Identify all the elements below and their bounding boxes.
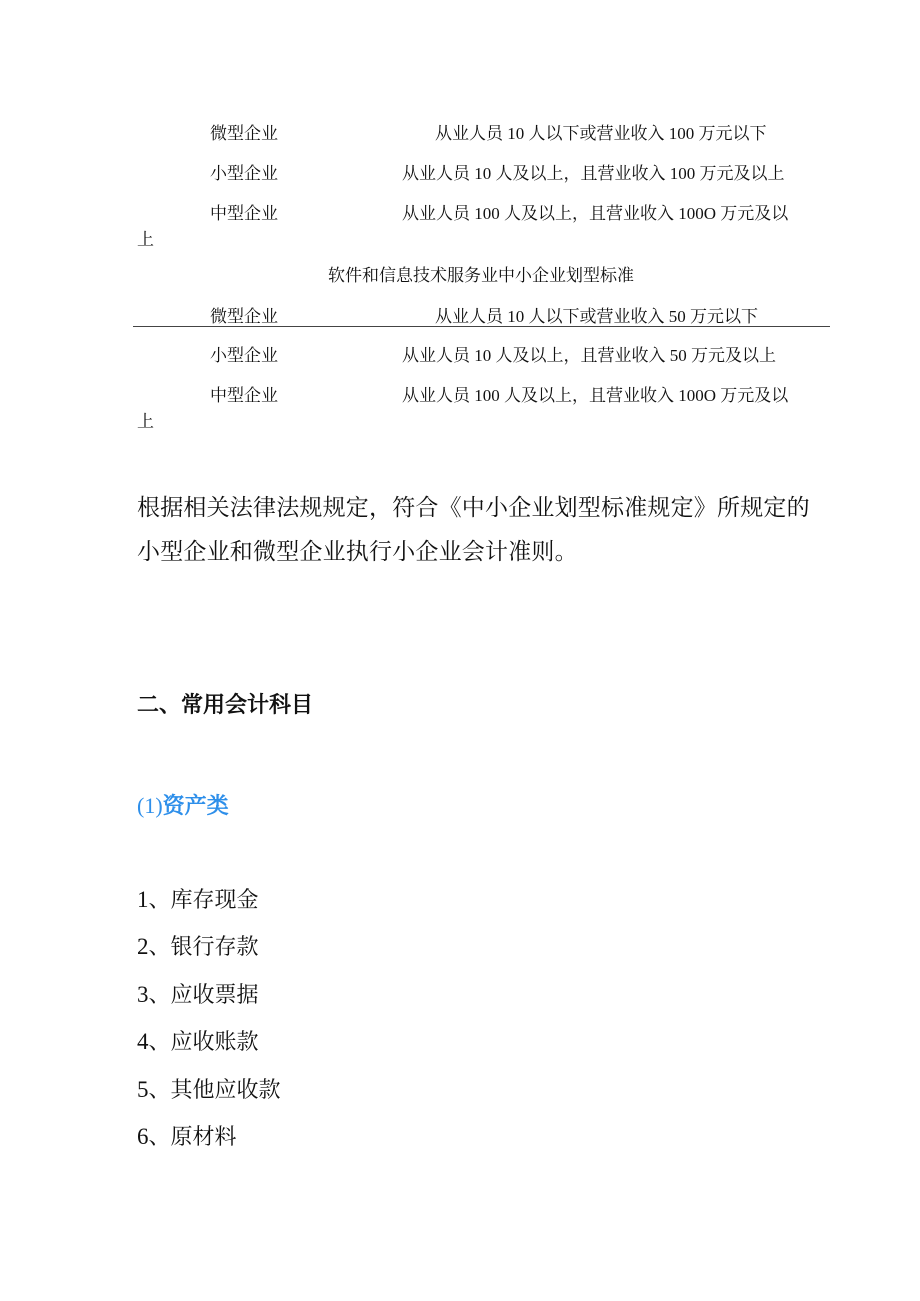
table1-category: 微型企业 (210, 124, 278, 144)
list-item (137, 977, 281, 1024)
table2-row-medium (0, 382, 920, 410)
list-item (137, 1072, 281, 1119)
account-list (137, 882, 281, 1166)
item-number: 3 (137, 981, 149, 1007)
table1-category: 中型企业 (210, 204, 278, 224)
table1-row-medium (0, 200, 920, 228)
table2-criteria: 从业人员 100 人及以上，且营业收入 100O 万元及以 (402, 386, 789, 405)
item-number: 6 (137, 1123, 149, 1149)
body-paragraph (137, 486, 837, 574)
item-name: 应收票据 (170, 982, 259, 1008)
subheading-number: (1) (137, 793, 163, 818)
subheading-text: 资产类 (162, 794, 229, 819)
table2-title: 软件和信息技术服务业中小企业划型标准 (328, 266, 634, 286)
table1-criteria: 从业人员 10 人及以上，且营业收入 100 万元及以上 (402, 164, 785, 183)
table2-criteria: 从业人员 10 人以下或营业收入 50 万元以下 (435, 307, 758, 326)
item-name: 应收账款 (170, 1030, 259, 1056)
list-item (137, 1024, 281, 1071)
table2-category: 中型企业 (210, 386, 278, 406)
table1-criteria: 从业人员 100 人及以上，且营业收入 100O 万元及以 (402, 204, 789, 223)
table-divider (133, 326, 830, 327)
table1-row-micro (0, 120, 920, 148)
item-name: 库存现金 (170, 888, 259, 913)
list-item (137, 929, 281, 976)
item-separator: 、 (148, 1030, 171, 1056)
item-separator: 、 (148, 1077, 171, 1103)
list-item (137, 1119, 281, 1166)
table2-wrap-text: 上 (137, 412, 154, 432)
table2-row-small (0, 342, 920, 370)
table1-row-small (0, 160, 920, 188)
item-name: 其他应收款 (170, 1077, 281, 1103)
item-number: 2 (137, 934, 149, 960)
table1-wrap-text: 上 (137, 230, 154, 250)
item-separator: 、 (148, 888, 171, 913)
item-name: 原材料 (170, 1124, 237, 1150)
table1-criteria: 从业人员 10 人以下或营业收入 100 万元以下 (435, 124, 767, 143)
table2-criteria: 从业人员 10 人及以上，且营业收入 50 万元及以上 (402, 346, 776, 365)
item-number: 4 (137, 1029, 149, 1055)
table1-category: 小型企业 (210, 164, 278, 184)
subheading-assets (137, 788, 229, 825)
paragraph-line: 小型企业和微型企业执行小企业会计准则。 (137, 539, 578, 565)
item-number: 5 (137, 1076, 149, 1102)
item-name: 银行存款 (170, 935, 259, 961)
item-number: 1 (137, 887, 149, 912)
table2-category: 微型企业 (210, 307, 278, 327)
item-separator: 、 (148, 935, 171, 961)
section-heading: 二、常用会计科目 (137, 693, 314, 718)
item-separator: 、 (148, 982, 171, 1008)
item-separator: 、 (148, 1124, 171, 1150)
table2-category: 小型企业 (210, 346, 278, 366)
list-item (137, 882, 281, 929)
paragraph-line: 根据相关法律法规规定，符合《中小企业划型标准规定》所规定的 (137, 495, 810, 521)
